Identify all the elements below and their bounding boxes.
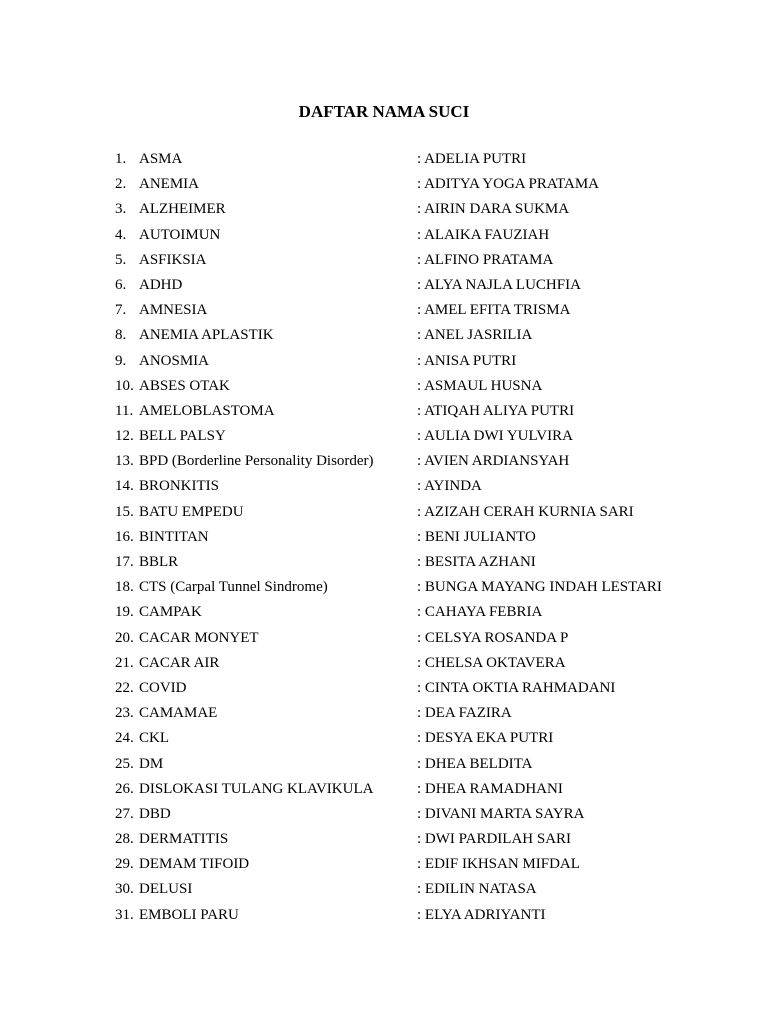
item-disease: ABSES OTAK xyxy=(139,377,230,394)
list-item xyxy=(0,173,768,198)
item-number: 16. xyxy=(115,528,134,545)
item-name: : AIRIN DARA SUKMA xyxy=(417,201,570,218)
item-number: 21. xyxy=(115,654,134,671)
item-name: : DHEA BELDITA xyxy=(417,755,533,772)
list-item xyxy=(0,803,768,828)
item-disease: ANEMIA xyxy=(139,176,199,193)
item-name: : ALYA NAJLA LUCHFIA xyxy=(417,276,581,293)
item-disease: DEMAM TIFOID xyxy=(139,856,250,873)
list-item xyxy=(0,652,768,677)
item-name: : DESYA EKA PUTRI xyxy=(417,730,554,747)
item-name: : ANEL JASRILIA xyxy=(417,327,533,344)
item-disease: ANEMIA APLASTIK xyxy=(139,327,274,344)
item-name: : CHELSA OKTAVERA xyxy=(417,654,566,671)
item-disease: BPD (Borderline Personality Disorder) xyxy=(139,453,374,470)
item-name: : AULIA DWI YULVIRA xyxy=(417,428,573,445)
list-item xyxy=(0,526,768,551)
item-disease: ASMA xyxy=(139,151,183,167)
item-name: : DEA FAZIRA xyxy=(417,705,512,722)
item-disease: BELL PALSY xyxy=(139,428,226,445)
list-item xyxy=(0,274,768,299)
item-name: : AZIZAH CERAH KURNIA SARI xyxy=(417,503,634,520)
item-number: 26. xyxy=(115,780,134,797)
item-number: 3. xyxy=(115,201,127,218)
item-disease: BRONKITIS xyxy=(139,478,220,495)
item-disease: COVID xyxy=(139,679,187,696)
item-disease: DERMATITIS xyxy=(139,831,229,848)
item-disease: AUTOIMUN xyxy=(139,226,221,243)
item-number: 2. xyxy=(115,176,127,193)
item-name: : BUNGA MAYANG INDAH LESTARI xyxy=(417,579,662,596)
list-item xyxy=(0,878,768,903)
list-item xyxy=(0,425,768,450)
list-item xyxy=(0,299,768,324)
item-number: 11. xyxy=(115,402,134,419)
item-name: : DHEA RAMADHANI xyxy=(417,780,563,797)
list-item xyxy=(0,501,768,526)
item-number: 6. xyxy=(115,276,127,293)
entry-list xyxy=(0,148,768,929)
item-number: 24. xyxy=(115,730,134,747)
item-disease: CKL xyxy=(139,730,169,747)
list-item xyxy=(0,853,768,878)
list-item xyxy=(0,198,768,223)
item-name: : BESITA AZHANI xyxy=(417,554,536,570)
item-number: 29. xyxy=(115,856,134,873)
item-number: 5. xyxy=(115,251,127,268)
item-disease: ASFIKSIA xyxy=(139,251,207,268)
item-number: 23. xyxy=(115,705,134,722)
list-item xyxy=(0,450,768,475)
item-name: : ALAIKA FAUZIAH xyxy=(417,226,550,243)
item-disease: BATU EMPEDU xyxy=(139,503,244,520)
item-number: 22. xyxy=(115,679,134,696)
item-number: 15. xyxy=(115,503,134,520)
item-disease: BINTITAN xyxy=(139,528,209,545)
item-disease: AMELOBLASTOMA xyxy=(139,402,275,419)
page-title: DAFTAR NAMA SUCI xyxy=(298,102,470,121)
list-item xyxy=(0,475,768,500)
item-name: : AMEL EFITA TRISMA xyxy=(417,302,571,319)
item-number: 9. xyxy=(115,352,127,369)
item-name: : EDIF IKHSAN MIFDAL xyxy=(417,856,580,873)
list-item xyxy=(0,828,768,853)
item-number: 1. xyxy=(115,151,127,167)
item-disease: AMNESIA xyxy=(139,302,208,319)
item-disease: DBD xyxy=(139,805,171,822)
list-item xyxy=(0,350,768,375)
item-name: : CAHAYA FEBRIA xyxy=(417,604,543,621)
item-name: : AVIEN ARDIANSYAH xyxy=(417,453,570,470)
item-disease: CAMAMAE xyxy=(139,705,218,722)
item-number: 12. xyxy=(115,428,134,445)
list-item xyxy=(0,324,768,349)
list-item xyxy=(0,224,768,249)
item-disease: CACAR AIR xyxy=(139,654,220,671)
item-name: : ASMAUL HUSNA xyxy=(417,377,543,394)
item-disease: ANOSMIA xyxy=(139,352,210,369)
item-disease: DELUSI xyxy=(139,881,193,898)
item-number: 25. xyxy=(115,755,134,772)
item-number: 20. xyxy=(115,629,134,646)
list-item xyxy=(0,778,768,803)
item-name: : ADITYA YOGA PRATAMA xyxy=(417,176,600,193)
item-name: : ELYA ADRIYANTI xyxy=(417,906,546,923)
item-disease: DISLOKASI TULANG KLAVIKULA xyxy=(139,780,374,797)
item-disease: BBLR xyxy=(139,554,179,570)
list-item xyxy=(0,375,768,400)
item-number: 8. xyxy=(115,327,127,344)
item-name: : CINTA OKTIA RAHMADANI xyxy=(417,679,616,696)
item-disease: CAMPAK xyxy=(139,604,202,621)
item-number: 10. xyxy=(115,377,134,394)
list-item xyxy=(0,677,768,702)
item-disease: DM xyxy=(139,755,164,772)
list-item xyxy=(0,400,768,425)
item-number: 27. xyxy=(115,805,134,822)
item-name: : AYINDA xyxy=(417,478,482,495)
item-disease: CACAR MONYET xyxy=(139,629,259,646)
item-number: 4. xyxy=(115,226,127,243)
list-item xyxy=(0,576,768,601)
item-number: 19. xyxy=(115,604,134,621)
item-number: 14. xyxy=(115,478,134,495)
item-disease: CTS (Carpal Tunnel Sindrome) xyxy=(139,579,328,596)
item-disease: ADHD xyxy=(139,276,183,293)
item-name: : ADELIA PUTRI xyxy=(417,151,527,167)
item-name: : EDILIN NATASA xyxy=(417,881,537,898)
item-name: : ANISA PUTRI xyxy=(417,352,517,369)
item-number: 7. xyxy=(115,302,127,319)
item-disease: EMBOLI PARU xyxy=(139,906,239,923)
list-item xyxy=(0,627,768,652)
item-name: : ATIQAH ALIYA PUTRI xyxy=(417,402,575,419)
list-item xyxy=(0,702,768,727)
list-item xyxy=(0,148,768,173)
item-number: 13. xyxy=(115,453,134,470)
item-number: 30. xyxy=(115,881,134,898)
list-item xyxy=(0,601,768,626)
item-number: 28. xyxy=(115,831,134,848)
list-item xyxy=(0,551,768,576)
list-item xyxy=(0,249,768,274)
item-name: : DIVANI MARTA SAYRA xyxy=(417,805,585,822)
item-name: : DWI PARDILAH SARI xyxy=(417,831,572,848)
item-number: 17. xyxy=(115,554,134,570)
list-item xyxy=(0,727,768,752)
item-number: 31. xyxy=(115,906,134,923)
list-item xyxy=(0,904,768,929)
item-name: : ALFINO PRATAMA xyxy=(417,251,554,268)
item-name: : BENI JULIANTO xyxy=(417,528,536,545)
item-disease: ALZHEIMER xyxy=(139,201,226,218)
item-number: 18. xyxy=(115,579,134,596)
item-name: : CELSYA ROSANDA P xyxy=(417,629,569,646)
list-item xyxy=(0,753,768,778)
